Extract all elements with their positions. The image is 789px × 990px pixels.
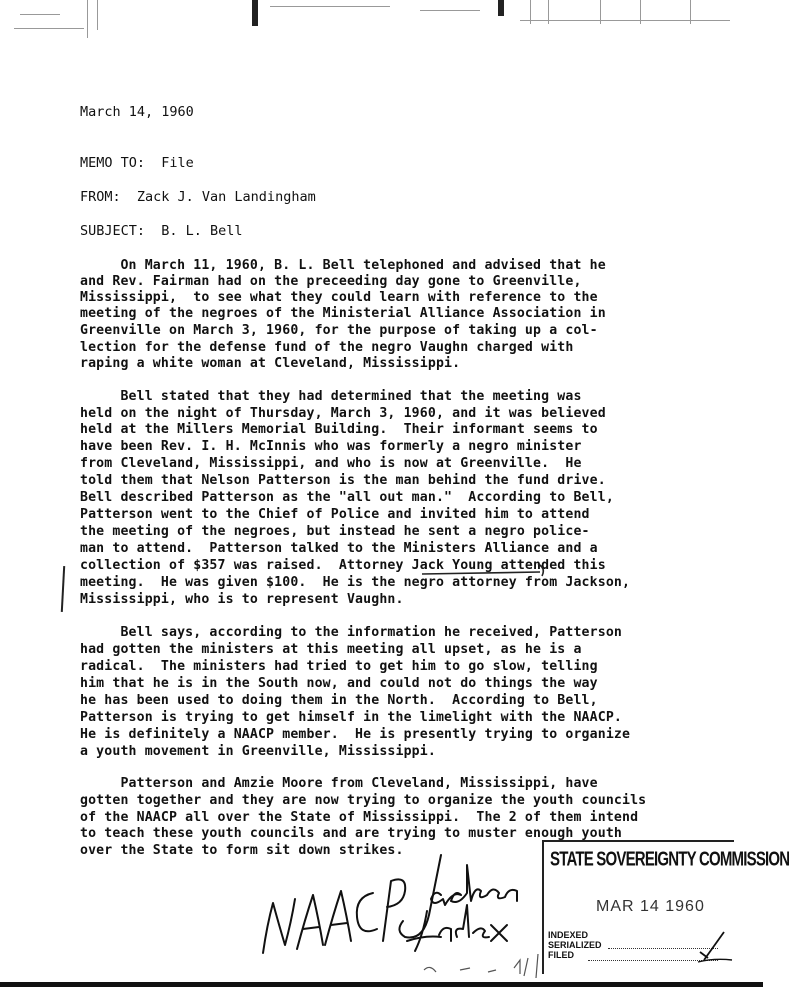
text-line: he has been used to doing them in the North. According to Bell, — [80, 693, 598, 708]
text-line: collection of $357 was raised. Attorney Jack Young attended this — [80, 558, 606, 573]
text-line: lection for the defense fund of the negro Vaughn charged with — [80, 340, 574, 355]
text-line: from Cleveland, Mississippi, and who is now at Greenville. He — [80, 456, 582, 471]
memo-to: MEMO TO: File — [80, 155, 194, 171]
commission-stamp — [542, 840, 789, 974]
text-line: meeting of the negroes of the Ministerial Alliance Association in — [80, 306, 606, 321]
text-line: On March 11, 1960, B. L. Bell telephoned and advised that he — [80, 258, 606, 273]
text-line: meeting. He was given $100. He is the negro attorney from Jackson, — [80, 575, 631, 590]
memo-date: March 14, 1960 — [80, 104, 194, 120]
margin-mark — [61, 566, 65, 612]
text-line: Patterson and Amzie Moore from Cleveland, Mississippi, have — [80, 776, 598, 791]
handwritten-underline — [420, 560, 560, 580]
check-mark-icon — [694, 928, 734, 968]
text-line: held at the Millers Memorial Building. Their informant seems to — [80, 422, 598, 437]
text-line: Bell stated that they had determined that the meeting was — [80, 389, 582, 404]
text-line: Bell described Patterson as the "all out man." According to Bell, — [80, 490, 614, 505]
stamp-date: MAR 14 1960 — [596, 898, 705, 915]
memo-subject: SUBJECT: B. L. Bell — [80, 223, 243, 239]
text-line: raping a white woman at Cleveland, Mississippi. — [80, 356, 461, 371]
text-line: Patterson is trying to get himself in the limelight with the NAACP. — [80, 710, 622, 725]
scan-artifacts — [0, 0, 763, 40]
text-line: him that he is in the South now, and could not do things the way — [80, 676, 598, 691]
text-line: to teach these youth councils and are trying to muster enough youth — [80, 826, 622, 841]
stamp-filed: FILED — [548, 950, 574, 960]
memo-from: FROM: Zack J. Van Landingham — [80, 189, 316, 205]
text-line: Mississippi, to see what they could learn with reference to the — [80, 290, 598, 305]
text-line: and Rev. Fairman had on the preceeding day gone to Greenville, — [80, 274, 582, 289]
text-line: told them that Nelson Patterson is the man behind the fund drive. — [80, 473, 606, 488]
text-line: Greenville on March 3, 1960, for the purpose of taking up a col- — [80, 323, 598, 338]
text-line: have been Rev. I. H. McInnis who was formerly a negro minister — [80, 439, 582, 454]
text-line: over the State to form sit down strikes. — [80, 843, 404, 858]
text-line: held on the night of Thursday, March 3, 1960, and it was believed — [80, 406, 606, 421]
text-line: He is definitely a NAACP member. He is presently trying to organize — [80, 727, 631, 742]
text-line: Patterson went to the Chief of Police and invited him to attend — [80, 507, 590, 522]
handwritten-annotation — [255, 845, 545, 965]
text-line: the meeting of the negroes, but instead he sent a negro police- — [80, 524, 590, 539]
text-line: had gotten the ministers at this meeting all upset, as he is a — [80, 642, 582, 657]
text-line: of the NAACP all over the State of Mississippi. The 2 of them intend — [80, 810, 639, 825]
text-line: man to attend. Patterson talked to the Ministers Alliance and a — [80, 541, 598, 556]
text-line: gotten together and they are now trying to organize the youth councils — [80, 793, 647, 808]
text-line: radical. The ministers had tried to get him to go slow, telling — [80, 659, 598, 674]
stamp-title: STATE SOVEREIGNTY COMMISSION — [550, 848, 789, 871]
handwritten-marks — [420, 950, 550, 980]
text-line: Bell says, according to the information he received, Patterson — [80, 625, 622, 640]
text-line: a youth movement in Greenville, Mississippi. — [80, 744, 436, 759]
text-line: Mississippi, who is to represent Vaughn. — [80, 592, 404, 607]
stamp-serialized: SERIALIZED — [548, 940, 602, 950]
scan-bottom-edge — [0, 982, 763, 987]
stamp-indexed: INDEXED — [548, 930, 589, 940]
